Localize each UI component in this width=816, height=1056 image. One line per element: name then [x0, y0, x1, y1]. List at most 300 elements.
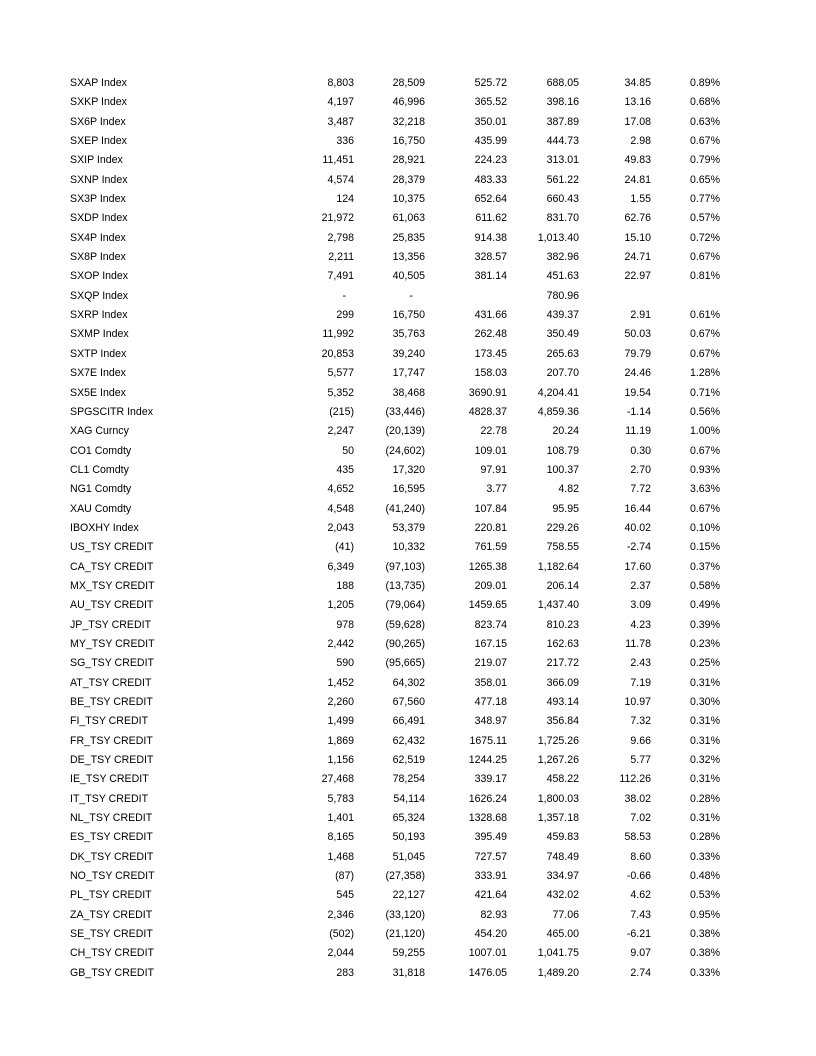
- value-col-2: 54,114: [393, 792, 425, 805]
- value-col-3: 761.59: [474, 541, 507, 554]
- value-col-3: 3.77: [486, 483, 507, 496]
- table-row: [0, 209, 816, 228]
- value-col-1: 336: [336, 135, 354, 148]
- table-row: [0, 538, 816, 557]
- percent-value: 0.79%: [689, 154, 720, 167]
- instrument-name: SXDP Index: [70, 212, 128, 225]
- value-col-5: 11.78: [625, 637, 651, 650]
- percent-value: 0.77%: [689, 193, 720, 206]
- value-col-3: 365.52: [474, 96, 507, 109]
- value-col-5: -2.74: [626, 541, 651, 554]
- value-col-4: 831.70: [546, 212, 579, 225]
- value-col-4: 459.83: [546, 831, 579, 844]
- value-col-3: 421.64: [474, 889, 507, 902]
- value-col-2: -: [409, 289, 413, 302]
- value-col-4: 1,182.64: [537, 560, 579, 573]
- value-col-5: 22.97: [624, 270, 651, 283]
- instrument-name: IE_TSY CREDIT: [70, 773, 149, 786]
- value-col-3: 173.45: [474, 347, 507, 360]
- value-col-3: 1244.25: [468, 754, 507, 767]
- value-col-3: 477.18: [474, 696, 507, 708]
- percent-value: 0.71%: [689, 386, 720, 399]
- value-col-3: 1265.38: [468, 560, 507, 573]
- value-col-2: 28,509: [392, 77, 425, 89]
- instrument-name: SXMP Index: [70, 328, 129, 341]
- value-col-5: 24.46: [624, 367, 651, 380]
- instrument-name: NL_TSY CREDIT: [70, 812, 153, 825]
- value-col-2: 51,045: [392, 850, 425, 863]
- instrument-name: SXKP Index: [70, 96, 127, 109]
- value-col-5: 16.44: [624, 502, 651, 515]
- value-col-5: 2.91: [630, 309, 651, 322]
- value-col-3: 220.81: [474, 521, 507, 534]
- table-row: [0, 500, 816, 519]
- value-col-4: 660.43: [546, 193, 579, 206]
- value-col-4: 4,204.41: [537, 386, 579, 399]
- table-row: [0, 306, 816, 325]
- value-col-3: 381.14: [474, 270, 507, 283]
- table-row: [0, 519, 816, 538]
- value-col-2: 17,747: [392, 367, 425, 380]
- percent-value: 0.48%: [689, 870, 720, 883]
- instrument-name: SXIP Index: [70, 154, 123, 167]
- value-col-3: 348.97: [474, 715, 507, 728]
- percent-value: 0.30%: [689, 696, 720, 708]
- table-row: [0, 732, 816, 751]
- value-col-1: (41): [335, 541, 354, 554]
- table-row: [0, 171, 816, 190]
- instrument-name: SXAP Index: [70, 77, 127, 89]
- value-col-1: 5,577: [327, 367, 354, 380]
- value-col-5: 79.79: [624, 347, 651, 360]
- value-col-2: 59,255: [392, 947, 425, 960]
- value-col-5: -1.14: [626, 405, 651, 418]
- value-col-1: 27,468: [321, 773, 354, 786]
- percent-value: 0.72%: [689, 231, 720, 244]
- value-col-3: 914.38: [474, 231, 507, 244]
- value-col-3: 611.62: [475, 212, 507, 225]
- value-col-2: 10,375: [392, 193, 425, 206]
- table-row: [0, 229, 816, 248]
- value-col-1: 978: [336, 618, 354, 631]
- table-row: [0, 461, 816, 480]
- percent-value: 0.23%: [689, 637, 720, 650]
- value-col-5: 7.19: [630, 676, 651, 689]
- instrument-name: SPGSCITR Index: [70, 405, 154, 418]
- value-col-1: 1,499: [327, 715, 354, 728]
- percent-value: 0.10%: [689, 521, 720, 534]
- percent-value: 0.39%: [689, 618, 720, 631]
- value-col-3: 219.07: [474, 657, 507, 670]
- value-col-5: 40.02: [624, 521, 651, 534]
- value-col-5: 19.54: [624, 386, 651, 399]
- value-col-5: 24.81: [624, 173, 651, 186]
- value-col-2: (13,735): [385, 579, 425, 592]
- value-col-4: 1,800.03: [537, 792, 579, 805]
- table-row: [0, 113, 816, 132]
- value-col-4: 265.63: [546, 347, 579, 360]
- value-col-1: 1,205: [327, 599, 354, 612]
- table-row: [0, 925, 816, 944]
- value-col-3: 350.01: [474, 115, 507, 128]
- value-col-5: 7.72: [630, 483, 651, 496]
- value-col-2: (21,120): [385, 928, 425, 941]
- value-col-5: 7.02: [630, 812, 651, 825]
- table-row: [0, 132, 816, 151]
- instrument-name: IT_TSY CREDIT: [70, 792, 149, 805]
- value-col-2: 67,560: [392, 696, 425, 708]
- value-col-2: 32,218: [392, 115, 425, 128]
- percent-value: 0.31%: [689, 715, 720, 728]
- instrument-name: SX3P Index: [70, 193, 126, 206]
- value-col-4: 4,859.36: [537, 405, 579, 418]
- value-col-4: 451.63: [546, 270, 579, 283]
- value-col-5: 13.16: [624, 96, 651, 109]
- percent-value: 0.67%: [689, 251, 720, 264]
- value-col-4: 387.89: [546, 115, 579, 128]
- instrument-name: XAG Curncy: [70, 425, 129, 438]
- value-col-3: 262.48: [474, 328, 507, 341]
- value-col-3: 454.20: [474, 928, 507, 941]
- instrument-name: NO_TSY CREDIT: [70, 870, 155, 883]
- value-col-4: 95.95: [552, 502, 579, 515]
- instrument-name: DE_TSY CREDIT: [70, 754, 154, 767]
- instrument-name: SE_TSY CREDIT: [70, 928, 153, 941]
- percent-value: 0.31%: [689, 812, 720, 825]
- value-col-4: 493.14: [546, 696, 579, 708]
- percent-value: 0.89%: [689, 77, 720, 89]
- value-col-1: (502): [329, 928, 354, 941]
- value-col-3: 107.84: [474, 502, 507, 515]
- value-col-3: 97.91: [480, 463, 507, 476]
- instrument-name: NG1 Comdty: [70, 483, 132, 496]
- value-col-4: 77.06: [552, 908, 579, 921]
- value-col-1: 1,401: [327, 812, 354, 825]
- value-col-5: 9.07: [630, 947, 651, 960]
- instrument-name: SXEP Index: [70, 135, 127, 148]
- value-col-1: 2,044: [327, 947, 354, 960]
- value-col-5: 17.60: [624, 560, 651, 573]
- value-col-4: 439.37: [546, 309, 579, 322]
- value-col-5: 34.85: [624, 77, 651, 89]
- value-col-1: 21,972: [321, 212, 354, 225]
- percent-value: 0.67%: [689, 347, 720, 360]
- percent-value: 0.25%: [689, 657, 720, 670]
- value-col-5: 24.71: [624, 251, 651, 264]
- value-col-4: 350.49: [546, 328, 579, 341]
- value-col-2: 53,379: [392, 521, 425, 534]
- value-col-1: 2,346: [327, 908, 354, 921]
- instrument-name: XAU Comdty: [70, 502, 132, 515]
- instrument-name: FR_TSY CREDIT: [70, 734, 153, 747]
- value-col-4: 458.22: [546, 773, 579, 786]
- value-col-1: 4,548: [327, 502, 354, 515]
- data-table: [0, 74, 816, 983]
- percent-value: 0.31%: [689, 773, 720, 786]
- instrument-name: ES_TSY CREDIT: [70, 831, 153, 844]
- value-col-3: 483.33: [474, 173, 507, 186]
- value-col-5: 2.43: [630, 657, 651, 670]
- value-col-2: 38,468: [392, 386, 425, 399]
- value-col-1: -: [342, 289, 346, 302]
- table-row: [0, 828, 816, 847]
- table-row: [0, 751, 816, 770]
- value-col-3: 431.66: [474, 309, 507, 322]
- table-row: [0, 364, 816, 383]
- percent-value: 1.28%: [689, 367, 720, 380]
- percent-value: 0.95%: [689, 908, 720, 921]
- percent-value: 0.63%: [689, 115, 720, 128]
- value-col-2: 64,302: [392, 676, 425, 689]
- percent-value: 0.37%: [689, 560, 720, 573]
- value-col-3: 158.03: [474, 367, 507, 380]
- table-row: [0, 422, 816, 441]
- table-row: [0, 964, 816, 983]
- value-col-4: 162.63: [546, 637, 579, 650]
- value-col-1: 1,452: [327, 676, 354, 689]
- percent-value: 0.61%: [689, 309, 720, 322]
- percent-value: 0.81%: [689, 270, 720, 283]
- value-col-1: 1,468: [327, 850, 354, 863]
- value-col-4: 465.00: [546, 928, 579, 941]
- instrument-name: MY_TSY CREDIT: [70, 637, 155, 650]
- instrument-name: SX6P Index: [70, 115, 126, 128]
- value-col-4: 748.49: [546, 850, 579, 863]
- percent-value: 0.58%: [689, 579, 720, 592]
- value-col-4: 758.55: [546, 541, 579, 554]
- percent-value: 0.49%: [689, 599, 720, 612]
- value-col-3: 1675.11: [469, 734, 507, 747]
- instrument-name: JP_TSY CREDIT: [70, 618, 152, 631]
- value-col-3: 109.01: [474, 444, 507, 457]
- value-col-5: 17.08: [624, 115, 651, 128]
- instrument-name: CH_TSY CREDIT: [70, 947, 154, 960]
- value-col-5: 11.19: [625, 425, 651, 438]
- value-col-4: 1,357.18: [537, 812, 579, 825]
- percent-value: 0.33%: [689, 850, 720, 863]
- percent-value: 0.93%: [689, 463, 720, 476]
- value-col-4: 313.01: [546, 154, 579, 167]
- instrument-name: MX_TSY CREDIT: [70, 579, 155, 592]
- value-col-1: 283: [336, 966, 354, 979]
- value-col-1: 11,992: [322, 328, 354, 341]
- value-col-4: 1,041.75: [537, 947, 579, 960]
- value-col-5: 2.70: [630, 463, 651, 476]
- value-col-1: 2,798: [327, 231, 354, 244]
- value-col-3: 167.15: [474, 637, 507, 650]
- value-col-1: 1,156: [327, 754, 354, 767]
- value-col-5: 9.66: [630, 734, 651, 747]
- value-col-2: 16,595: [392, 483, 425, 496]
- value-col-1: 3,487: [327, 115, 354, 128]
- value-col-1: 6,349: [327, 560, 354, 573]
- percent-value: 0.32%: [689, 754, 720, 767]
- value-col-1: 2,442: [327, 637, 354, 650]
- percent-value: 0.68%: [689, 96, 720, 109]
- instrument-name: CA_TSY CREDIT: [70, 560, 154, 573]
- value-col-4: 356.84: [546, 715, 579, 728]
- table-row: [0, 325, 816, 344]
- value-col-3: 328.57: [474, 251, 507, 264]
- value-col-3: 395.49: [474, 831, 507, 844]
- value-col-3: 339.17: [474, 773, 507, 786]
- instrument-name: PL_TSY CREDIT: [70, 889, 152, 902]
- table-row: [0, 635, 816, 654]
- value-col-2: 40,505: [392, 270, 425, 283]
- value-col-5: 38.02: [624, 792, 651, 805]
- value-col-1: 545: [336, 889, 354, 902]
- value-col-2: 66,491: [392, 715, 425, 728]
- percent-value: 0.56%: [689, 405, 720, 418]
- value-col-5: 2.98: [630, 135, 651, 148]
- percent-value: 0.38%: [689, 947, 720, 960]
- value-col-2: (41,240): [385, 502, 425, 515]
- value-col-5: 2.37: [630, 579, 651, 592]
- instrument-name: SX8P Index: [70, 251, 126, 264]
- instrument-name: SX5E Index: [70, 386, 126, 399]
- value-col-1: 435: [336, 463, 354, 476]
- value-col-4: 217.72: [546, 657, 579, 670]
- value-col-4: 1,437.40: [537, 599, 579, 612]
- table-row: [0, 616, 816, 635]
- value-col-1: 8,165: [327, 831, 354, 844]
- value-col-3: 224.23: [474, 154, 507, 167]
- instrument-name: SXNP Index: [70, 173, 128, 186]
- value-col-4: 780.96: [546, 289, 579, 302]
- instrument-name: SXQP Index: [70, 289, 129, 302]
- value-col-4: 444.73: [546, 135, 579, 148]
- instrument-name: CL1 Comdty: [70, 463, 129, 476]
- value-col-3: 333.91: [474, 870, 507, 883]
- value-col-1: 2,211: [328, 251, 354, 264]
- table-row: [0, 848, 816, 867]
- value-col-5: 49.83: [624, 154, 651, 167]
- value-col-4: 334.97: [546, 870, 579, 883]
- value-col-5: 112.26: [619, 773, 651, 786]
- instrument-name: CO1 Comdty: [70, 444, 132, 457]
- instrument-name: FI_TSY CREDIT: [70, 715, 149, 728]
- value-col-5: 4.62: [630, 889, 651, 902]
- value-col-2: 16,750: [392, 309, 425, 322]
- value-col-5: 50.03: [624, 328, 651, 341]
- value-col-1: 124: [336, 193, 354, 206]
- value-col-4: 1,267.26: [537, 754, 579, 767]
- value-col-3: 358.01: [474, 676, 507, 689]
- table-row: [0, 654, 816, 673]
- value-col-2: (90,265): [385, 637, 425, 650]
- table-row: [0, 906, 816, 925]
- table-row: [0, 403, 816, 422]
- value-col-2: 35,763: [392, 328, 425, 341]
- value-col-2: (20,139): [385, 425, 425, 438]
- table-row: [0, 809, 816, 828]
- value-col-3: 652.64: [474, 193, 507, 206]
- percent-value: 0.67%: [689, 502, 720, 515]
- value-col-1: 20,853: [321, 347, 354, 360]
- value-col-3: 4828.37: [468, 405, 507, 418]
- value-col-4: 1,725.26: [537, 734, 579, 747]
- instrument-name: SX4P Index: [70, 231, 126, 244]
- value-col-1: 4,574: [327, 173, 354, 186]
- percent-value: 0.33%: [689, 966, 720, 979]
- value-col-3: 1459.65: [468, 599, 507, 612]
- table-row: [0, 712, 816, 731]
- percent-value: 0.67%: [689, 444, 720, 457]
- value-col-4: 1,013.40: [537, 231, 579, 244]
- value-col-1: 2,247: [327, 425, 354, 438]
- value-col-2: (59,628): [385, 618, 425, 631]
- value-col-4: 100.37: [546, 463, 579, 476]
- value-col-1: 2,043: [327, 521, 354, 534]
- value-col-1: (87): [335, 870, 354, 883]
- table-row: [0, 770, 816, 789]
- percent-value: 0.53%: [689, 889, 720, 902]
- value-col-5: 58.53: [624, 831, 651, 844]
- instrument-name: DK_TSY CREDIT: [70, 850, 154, 863]
- value-col-1: 4,197: [327, 96, 354, 109]
- table-row: [0, 345, 816, 364]
- value-col-3: 1328.68: [468, 812, 507, 825]
- value-col-2: (95,665): [385, 657, 425, 670]
- table-row: [0, 886, 816, 905]
- value-col-2: 16,750: [392, 135, 425, 148]
- table-row: [0, 693, 816, 712]
- table-row: [0, 151, 816, 170]
- instrument-name: SG_TSY CREDIT: [70, 657, 154, 670]
- table-row: [0, 596, 816, 615]
- percent-value: 0.31%: [689, 734, 720, 747]
- value-col-2: 62,432: [392, 734, 425, 747]
- value-col-3: 525.72: [474, 77, 507, 89]
- percent-value: 0.38%: [689, 928, 720, 941]
- value-col-4: 688.05: [546, 77, 579, 89]
- table-row: [0, 944, 816, 963]
- value-col-2: (33,446): [385, 405, 425, 418]
- value-col-1: (215): [329, 405, 354, 418]
- value-col-3: 435.99: [474, 135, 507, 148]
- instrument-name: IBOXHY Index: [70, 521, 139, 534]
- value-col-1: 5,352: [327, 386, 354, 399]
- value-col-2: 17,320: [392, 463, 425, 476]
- value-col-4: 382.96: [546, 251, 579, 264]
- instrument-name: BE_TSY CREDIT: [70, 696, 153, 708]
- value-col-1: 590: [336, 657, 354, 670]
- instrument-name: SXOP Index: [70, 270, 129, 283]
- value-col-2: (97,103): [385, 560, 425, 573]
- value-col-3: 1476.05: [468, 966, 507, 979]
- value-col-1: 50: [342, 444, 354, 457]
- value-col-1: 299: [336, 309, 354, 322]
- table-row: [0, 442, 816, 461]
- value-col-2: 25,835: [392, 231, 425, 244]
- value-col-4: 432.02: [546, 889, 579, 902]
- value-col-2: (79,064): [385, 599, 425, 612]
- value-col-5: 3.09: [630, 599, 651, 612]
- value-col-2: 31,818: [392, 966, 425, 979]
- value-col-5: 1.55: [630, 193, 651, 206]
- value-col-5: -6.21: [626, 928, 651, 941]
- value-col-1: 2,260: [327, 696, 354, 708]
- table-row: [0, 384, 816, 403]
- value-col-2: 78,254: [392, 773, 425, 786]
- value-col-2: 28,379: [392, 173, 425, 186]
- value-col-3: 209.01: [474, 579, 507, 592]
- value-col-3: 22.78: [480, 425, 507, 438]
- value-col-5: 62.76: [624, 212, 651, 225]
- value-col-4: 229.26: [546, 521, 579, 534]
- percent-value: 0.65%: [689, 173, 720, 186]
- percent-value: 0.31%: [689, 676, 720, 689]
